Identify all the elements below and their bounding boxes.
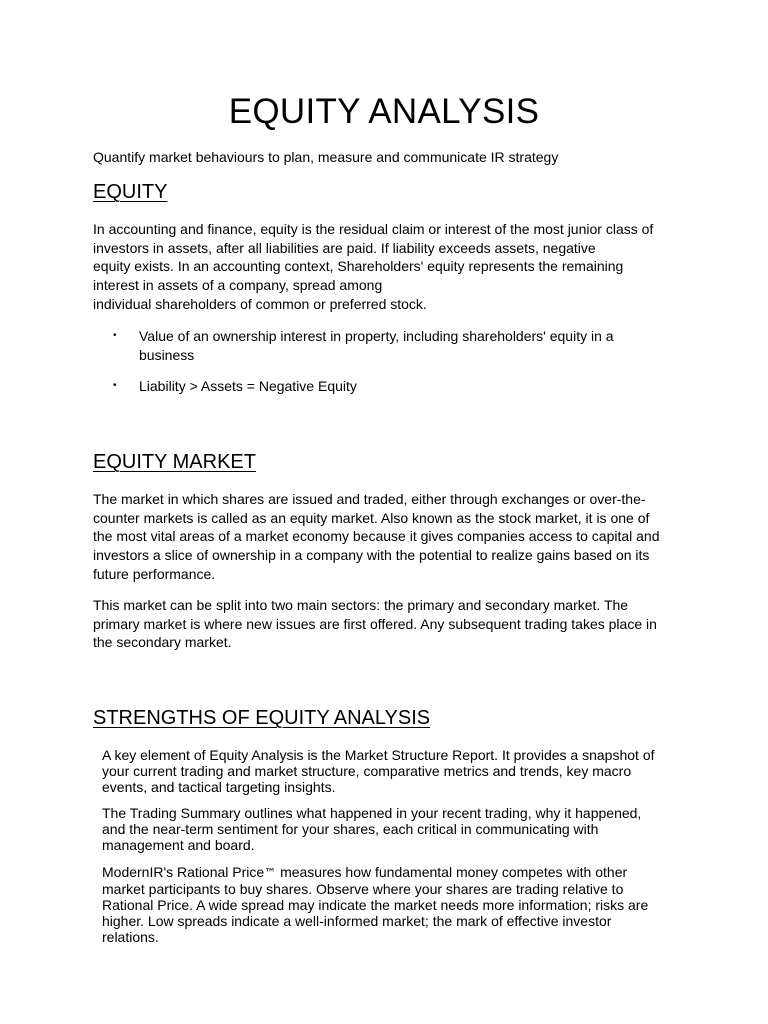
section-heading-equity: EQUITY	[93, 181, 168, 203]
text-line: individual shareholders of common or preferred stock.	[93, 295, 427, 312]
text-line: interest in assets of a company, spread among	[93, 277, 383, 294]
paragraph-equity-definition	[93, 220, 683, 314]
text-line: investors a slice of ownership in a company with the potential to realize gains based on its	[93, 547, 650, 564]
text-segment: ModernIR's Rational Price	[102, 864, 265, 880]
list-item-text	[139, 377, 673, 396]
text-line: the most vital areas of a market economy because it gives companies access to capital and	[93, 528, 660, 545]
text-line: events, and tactical targeting insights.	[102, 779, 336, 795]
text-line: market participants to buy shares. Observe where your shares are trading relative to	[102, 881, 624, 897]
text-line: investors in assets, after all liabilities are paid. If liability exceeds assets, negative	[93, 239, 596, 256]
text-line: primary market is where new issues are first offered. Any subsequent trading takes place in	[93, 615, 657, 632]
text-line: the secondary market.	[93, 634, 232, 651]
text-line: higher. Low spreads indicate a well-informed market; the mark of effective investor	[102, 913, 612, 929]
list-item	[113, 377, 673, 396]
paragraph-trading-summary	[102, 805, 682, 853]
text-line: your current trading and market structure, comparative metrics and trends, key macro	[102, 763, 632, 779]
text-line	[102, 864, 682, 881]
paragraph-equity-market-definition	[93, 490, 683, 584]
text-line: Value of an ownership interest in property, including shareholders' equity in a	[139, 328, 614, 344]
text-line: Rational Price. A wide spread may indicate the market needs more information; risks are	[102, 897, 649, 913]
paragraph-market-sectors	[93, 596, 683, 652]
text-line: equity exists. In an accounting context, Shareholders' equity represents the remaining	[93, 258, 624, 275]
section-heading-equity-market: EQUITY MARKET	[93, 451, 256, 473]
bullet-icon: •	[113, 330, 117, 341]
text-line: This market can be split into two main sectors: the primary and secondary market. The	[93, 597, 629, 613]
equity-bullet-list	[113, 327, 673, 396]
trademark-symbol: ™	[264, 866, 277, 880]
paragraph-rational-price	[102, 864, 682, 945]
section-heading-strengths: STRENGTHS OF EQUITY ANALYSIS	[93, 707, 431, 729]
list-item	[113, 327, 673, 364]
document-title: EQUITY ANALYSIS	[228, 92, 540, 131]
text-line: In accounting and finance, equity is the residual claim or interest of the most junior class of	[93, 221, 654, 237]
text-line: management and board.	[102, 837, 255, 853]
text-line: A key element of Equity Analysis is the Market Structure Report. It provides a snapshot of	[102, 747, 655, 763]
bullet-icon: •	[113, 380, 117, 392]
text-line: Liability > Assets = Negative Equity	[139, 378, 357, 395]
text-line: and the near-term sentiment for your shares, each critical in communicating with	[102, 821, 599, 837]
document-subtitle: Quantify market behaviours to plan, measure and communicate IR strategy	[93, 149, 559, 165]
text-line: counter markets is called as an equity market. Also known as the stock market, it is one of	[93, 509, 650, 526]
list-item-text	[139, 327, 673, 364]
paragraph-market-structure-report	[102, 747, 682, 795]
text-line: The market in which shares are issued and traded, either through exchanges or over-the-	[93, 491, 646, 507]
text-line: The Trading Summary outlines what happened in your recent trading, why it happened,	[102, 805, 642, 821]
text-line: future performance.	[93, 565, 216, 582]
text-line: relations.	[102, 929, 159, 945]
text-line: business	[139, 346, 195, 363]
text-segment: measures how fundamental money competes with other	[276, 864, 628, 880]
